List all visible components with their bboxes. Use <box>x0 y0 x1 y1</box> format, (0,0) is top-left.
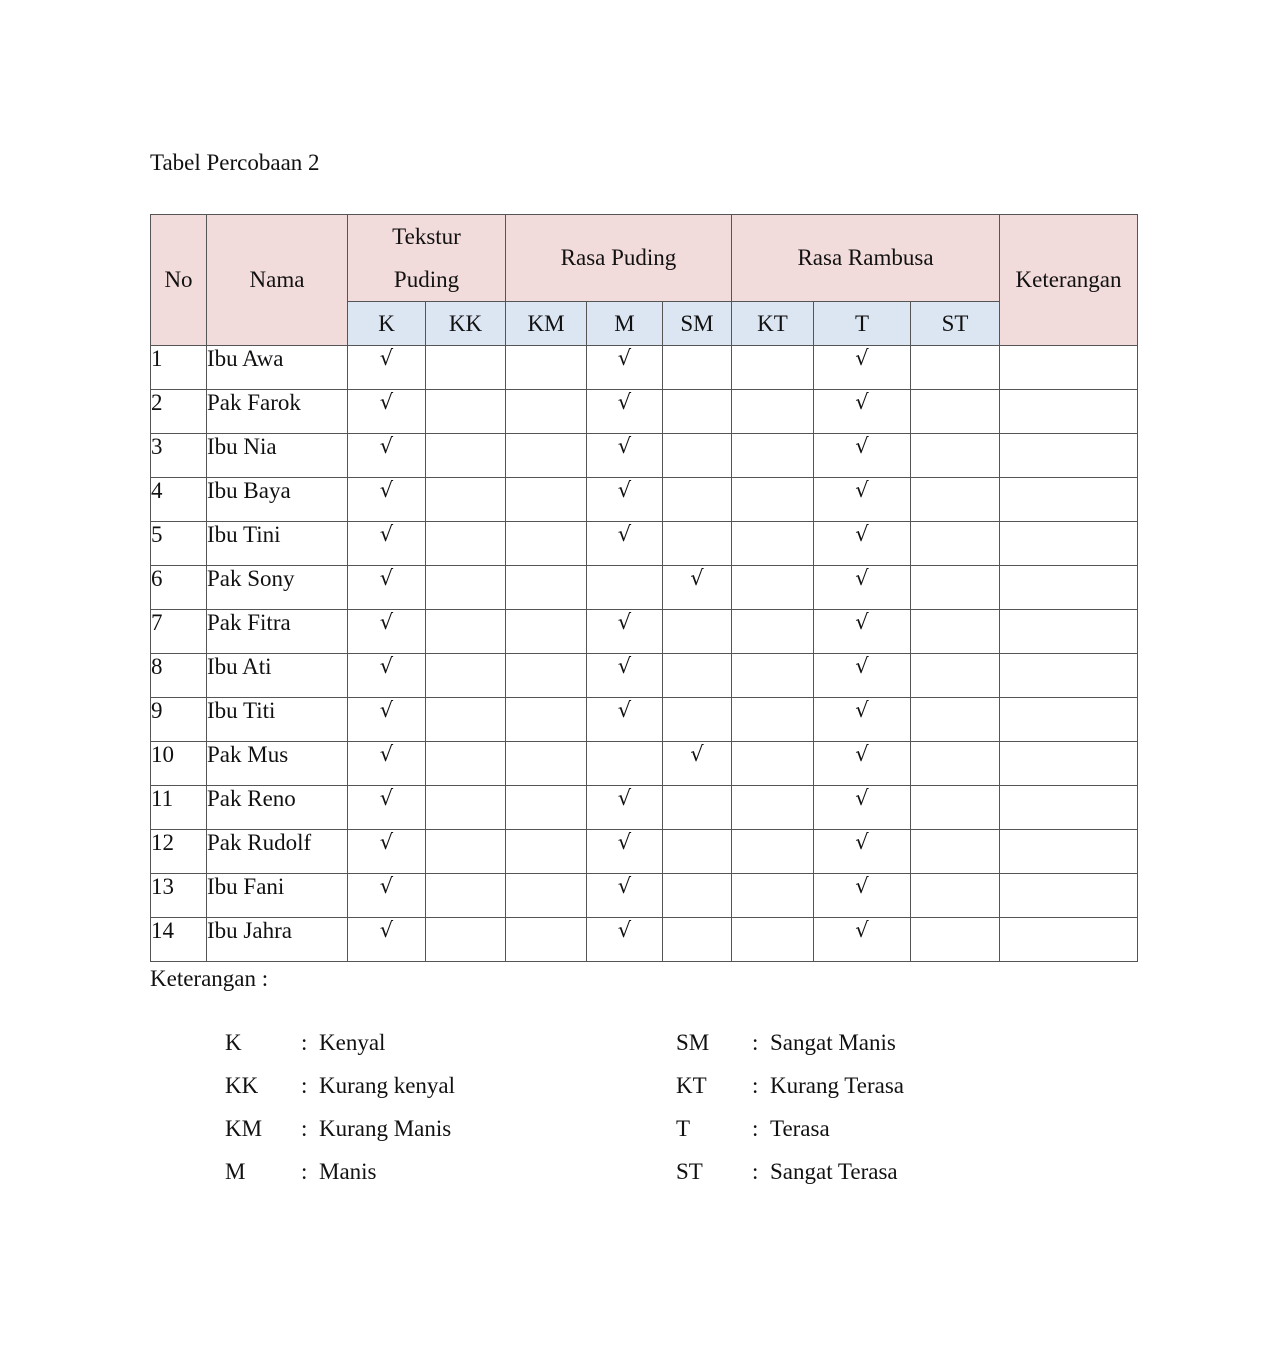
subheader-kt: KT <box>732 302 814 346</box>
table-row <box>151 786 1138 830</box>
table-row <box>151 610 1138 654</box>
check-mark: √ <box>617 698 632 722</box>
cell-sm <box>663 830 732 874</box>
legend-item <box>225 1030 625 1060</box>
row-name: Ibu Nia <box>207 434 348 478</box>
cell-kt <box>732 698 814 742</box>
cell-st <box>911 390 1000 434</box>
cell-sm <box>663 918 732 962</box>
table-caption: Tabel Percobaan 2 <box>150 150 320 175</box>
check-mark: √ <box>855 874 869 898</box>
row-number: 12 <box>151 830 207 874</box>
legend-desc: Kenyal <box>319 1030 386 1055</box>
cell-m <box>587 346 663 390</box>
row-name: Pak Fitra <box>207 610 348 654</box>
cell-k <box>348 566 426 610</box>
check-mark: √ <box>379 918 394 942</box>
table-row <box>151 478 1138 522</box>
legend-abbr: KT <box>676 1073 707 1098</box>
cell-kt <box>732 522 814 566</box>
cell-sm <box>663 478 732 522</box>
cell-t <box>814 390 911 434</box>
row-name: Pak Mus <box>207 742 348 786</box>
cell-st <box>911 346 1000 390</box>
check-mark: √ <box>690 742 704 766</box>
cell-k <box>348 478 426 522</box>
cell-k <box>348 698 426 742</box>
subheader-sm: SM <box>663 302 732 346</box>
cell-kk <box>426 742 506 786</box>
row-number: 4 <box>151 478 207 522</box>
cell-km <box>506 610 587 654</box>
cell-km <box>506 874 587 918</box>
cell-kk <box>426 346 506 390</box>
row-number: 7 <box>151 610 207 654</box>
cell-k <box>348 390 426 434</box>
subheader-st: ST <box>911 302 1000 346</box>
cell-t <box>814 434 911 478</box>
cell-keterangan <box>1000 742 1138 786</box>
legend-abbr: KK <box>225 1073 259 1098</box>
legend-desc: Manis <box>319 1159 377 1184</box>
cell-k <box>348 346 426 390</box>
legend-separator: : <box>301 1159 308 1184</box>
legend-desc: Sangat Manis <box>770 1030 896 1055</box>
legend-item <box>225 1116 625 1146</box>
row-number: 8 <box>151 654 207 698</box>
cell-keterangan <box>1000 918 1138 962</box>
legend-separator: : <box>752 1159 759 1184</box>
cell-kt <box>732 918 814 962</box>
check-mark: √ <box>379 434 394 458</box>
cell-kk <box>426 390 506 434</box>
cell-sm <box>663 786 732 830</box>
cell-km <box>506 346 587 390</box>
row-name: Ibu Awa <box>207 346 348 390</box>
row-number: 10 <box>151 742 207 786</box>
row-number: 2 <box>151 390 207 434</box>
table-row <box>151 346 1138 390</box>
check-mark: √ <box>855 786 869 810</box>
check-mark: √ <box>855 522 869 546</box>
cell-m <box>587 786 663 830</box>
check-mark: √ <box>855 610 869 634</box>
check-mark: √ <box>617 390 632 414</box>
row-number: 3 <box>151 434 207 478</box>
header-tekstur-line1: Tekstur <box>392 224 461 249</box>
row-name: Pak Reno <box>207 786 348 830</box>
cell-st <box>911 566 1000 610</box>
row-number: 6 <box>151 566 207 610</box>
table-row <box>151 390 1138 434</box>
cell-m <box>587 522 663 566</box>
cell-k <box>348 830 426 874</box>
cell-m <box>587 830 663 874</box>
cell-km <box>506 742 587 786</box>
check-mark: √ <box>379 522 394 546</box>
cell-k <box>348 786 426 830</box>
cell-kk <box>426 874 506 918</box>
legend-separator: : <box>752 1116 759 1141</box>
cell-k <box>348 654 426 698</box>
check-mark: √ <box>617 786 632 810</box>
row-number: 13 <box>151 874 207 918</box>
cell-t <box>814 742 911 786</box>
check-mark: √ <box>855 742 869 766</box>
check-mark: √ <box>379 478 394 502</box>
header-nama: Nama <box>207 215 348 346</box>
cell-kt <box>732 874 814 918</box>
cell-kt <box>732 566 814 610</box>
legend-item <box>225 1159 625 1189</box>
cell-kt <box>732 654 814 698</box>
cell-t <box>814 654 911 698</box>
cell-keterangan <box>1000 566 1138 610</box>
cell-st <box>911 830 1000 874</box>
cell-m <box>587 390 663 434</box>
legend-item <box>225 1073 625 1103</box>
row-name: Ibu Baya <box>207 478 348 522</box>
cell-keterangan <box>1000 786 1138 830</box>
cell-st <box>911 434 1000 478</box>
legend-desc: Sangat Terasa <box>770 1159 898 1184</box>
check-mark: √ <box>617 522 632 546</box>
cell-st <box>911 698 1000 742</box>
cell-sm <box>663 346 732 390</box>
cell-kt <box>732 390 814 434</box>
legend-desc: Kurang Terasa <box>770 1073 904 1098</box>
cell-kt <box>732 346 814 390</box>
row-name: Ibu Fani <box>207 874 348 918</box>
row-number: 14 <box>151 918 207 962</box>
cell-k <box>348 918 426 962</box>
check-mark: √ <box>617 346 632 370</box>
cell-keterangan <box>1000 346 1138 390</box>
row-name: Ibu Tini <box>207 522 348 566</box>
cell-km <box>506 478 587 522</box>
cell-km <box>506 390 587 434</box>
check-mark: √ <box>379 786 394 810</box>
cell-m <box>587 918 663 962</box>
table-row <box>151 918 1138 962</box>
legend-item <box>676 1073 1076 1103</box>
cell-kt <box>732 742 814 786</box>
cell-k <box>348 742 426 786</box>
legend-item <box>676 1030 1076 1060</box>
table-row <box>151 742 1138 786</box>
cell-keterangan <box>1000 478 1138 522</box>
cell-t <box>814 698 911 742</box>
row-number: 11 <box>151 786 207 830</box>
check-mark: √ <box>379 698 394 722</box>
cell-k <box>348 874 426 918</box>
cell-kk <box>426 654 506 698</box>
results-table <box>150 214 1138 962</box>
cell-km <box>506 786 587 830</box>
cell-st <box>911 786 1000 830</box>
cell-km <box>506 522 587 566</box>
table-row <box>151 434 1138 478</box>
header-tekstur-line2: Puding <box>393 267 460 292</box>
subheader-kk: KK <box>426 302 506 346</box>
table-row <box>151 830 1138 874</box>
header-rasa-rambusa: Rasa Rambusa <box>732 215 1000 302</box>
row-number: 1 <box>151 346 207 390</box>
check-mark: √ <box>855 654 869 678</box>
cell-keterangan <box>1000 522 1138 566</box>
check-mark: √ <box>379 742 394 766</box>
cell-keterangan <box>1000 830 1138 874</box>
cell-t <box>814 610 911 654</box>
check-mark: √ <box>379 610 394 634</box>
cell-keterangan <box>1000 434 1138 478</box>
legend-separator: : <box>752 1073 759 1098</box>
check-mark: √ <box>855 566 869 590</box>
notes-title: Keterangan : <box>150 966 269 991</box>
check-mark: √ <box>855 698 869 722</box>
check-mark: √ <box>379 346 394 370</box>
legend-separator: : <box>301 1073 308 1098</box>
check-mark: √ <box>379 566 394 590</box>
cell-m <box>587 698 663 742</box>
cell-st <box>911 610 1000 654</box>
cell-keterangan <box>1000 698 1138 742</box>
table-row <box>151 522 1138 566</box>
table-row <box>151 654 1138 698</box>
cell-km <box>506 830 587 874</box>
row-name: Pak Rudolf <box>207 830 348 874</box>
cell-kk <box>426 478 506 522</box>
cell-km <box>506 918 587 962</box>
header-no: No <box>151 215 207 346</box>
header-tekstur-puding <box>348 215 506 302</box>
cell-kk <box>426 786 506 830</box>
row-name: Ibu Jahra <box>207 918 348 962</box>
cell-sm <box>663 566 732 610</box>
row-name: Ibu Ati <box>207 654 348 698</box>
cell-sm <box>663 654 732 698</box>
cell-km <box>506 434 587 478</box>
cell-km <box>506 654 587 698</box>
check-mark: √ <box>855 434 869 458</box>
row-name: Pak Sony <box>207 566 348 610</box>
cell-sm <box>663 390 732 434</box>
legend-desc: Kurang kenyal <box>319 1073 456 1098</box>
check-mark: √ <box>855 478 869 502</box>
check-mark: √ <box>617 434 632 458</box>
cell-sm <box>663 610 732 654</box>
table-row <box>151 874 1138 918</box>
cell-st <box>911 874 1000 918</box>
cell-t <box>814 786 911 830</box>
cell-t <box>814 566 911 610</box>
cell-kk <box>426 918 506 962</box>
legend-separator: : <box>752 1030 759 1055</box>
cell-kk <box>426 698 506 742</box>
check-mark: √ <box>855 918 869 942</box>
cell-kk <box>426 830 506 874</box>
legend-desc: Kurang Manis <box>319 1116 452 1141</box>
cell-m <box>587 654 663 698</box>
legend-item <box>676 1159 1076 1189</box>
check-mark: √ <box>617 874 632 898</box>
cell-km <box>506 698 587 742</box>
legend-abbr: KM <box>225 1116 263 1141</box>
check-mark: √ <box>379 830 394 854</box>
cell-kk <box>426 522 506 566</box>
check-mark: √ <box>855 390 869 414</box>
check-mark: √ <box>617 610 632 634</box>
cell-keterangan <box>1000 874 1138 918</box>
cell-t <box>814 522 911 566</box>
cell-sm <box>663 522 732 566</box>
cell-st <box>911 478 1000 522</box>
header-rasa-puding: Rasa Puding <box>506 215 732 302</box>
subheader-t: T <box>814 302 911 346</box>
cell-kt <box>732 610 814 654</box>
cell-st <box>911 522 1000 566</box>
row-name: Ibu Titi <box>207 698 348 742</box>
legend-abbr: ST <box>676 1159 703 1184</box>
check-mark: √ <box>855 830 869 854</box>
check-mark: √ <box>690 566 704 590</box>
cell-t <box>814 874 911 918</box>
row-number: 5 <box>151 522 207 566</box>
cell-k <box>348 610 426 654</box>
cell-k <box>348 434 426 478</box>
check-mark: √ <box>379 874 394 898</box>
cell-kk <box>426 610 506 654</box>
cell-kt <box>732 830 814 874</box>
cell-m <box>587 478 663 522</box>
cell-st <box>911 742 1000 786</box>
subheader-m: M <box>587 302 663 346</box>
check-mark: √ <box>617 654 632 678</box>
cell-sm <box>663 434 732 478</box>
cell-kt <box>732 434 814 478</box>
cell-sm <box>663 874 732 918</box>
cell-st <box>911 654 1000 698</box>
cell-m <box>587 434 663 478</box>
cell-k <box>348 522 426 566</box>
legend-abbr: K <box>225 1030 242 1055</box>
legend-abbr: T <box>676 1116 691 1141</box>
cell-t <box>814 830 911 874</box>
cell-m <box>587 742 663 786</box>
cell-km <box>506 566 587 610</box>
cell-t <box>814 478 911 522</box>
header-keterangan: Keterangan <box>1000 215 1138 346</box>
check-mark: √ <box>379 654 394 678</box>
legend-separator: : <box>301 1116 308 1141</box>
cell-st <box>911 918 1000 962</box>
legend-item <box>676 1116 1076 1146</box>
table-row <box>151 566 1138 610</box>
check-mark: √ <box>855 346 869 370</box>
legend-desc: Terasa <box>770 1116 830 1141</box>
cell-sm <box>663 742 732 786</box>
table-row <box>151 698 1138 742</box>
cell-kk <box>426 434 506 478</box>
legend-separator: : <box>301 1030 308 1055</box>
cell-m <box>587 610 663 654</box>
cell-keterangan <box>1000 610 1138 654</box>
cell-keterangan <box>1000 390 1138 434</box>
cell-keterangan <box>1000 654 1138 698</box>
row-number: 9 <box>151 698 207 742</box>
check-mark: √ <box>617 918 632 942</box>
cell-m <box>587 566 663 610</box>
cell-t <box>814 346 911 390</box>
cell-kt <box>732 786 814 830</box>
row-name: Pak Farok <box>207 390 348 434</box>
check-mark: √ <box>379 390 394 414</box>
cell-m <box>587 874 663 918</box>
cell-kt <box>732 478 814 522</box>
check-mark: √ <box>617 478 632 502</box>
cell-sm <box>663 698 732 742</box>
check-mark: √ <box>617 830 632 854</box>
subheader-k: K <box>348 302 426 346</box>
cell-t <box>814 918 911 962</box>
subheader-km: KM <box>506 302 587 346</box>
legend-abbr: M <box>225 1159 246 1184</box>
legend-abbr: SM <box>676 1030 710 1055</box>
cell-kk <box>426 566 506 610</box>
